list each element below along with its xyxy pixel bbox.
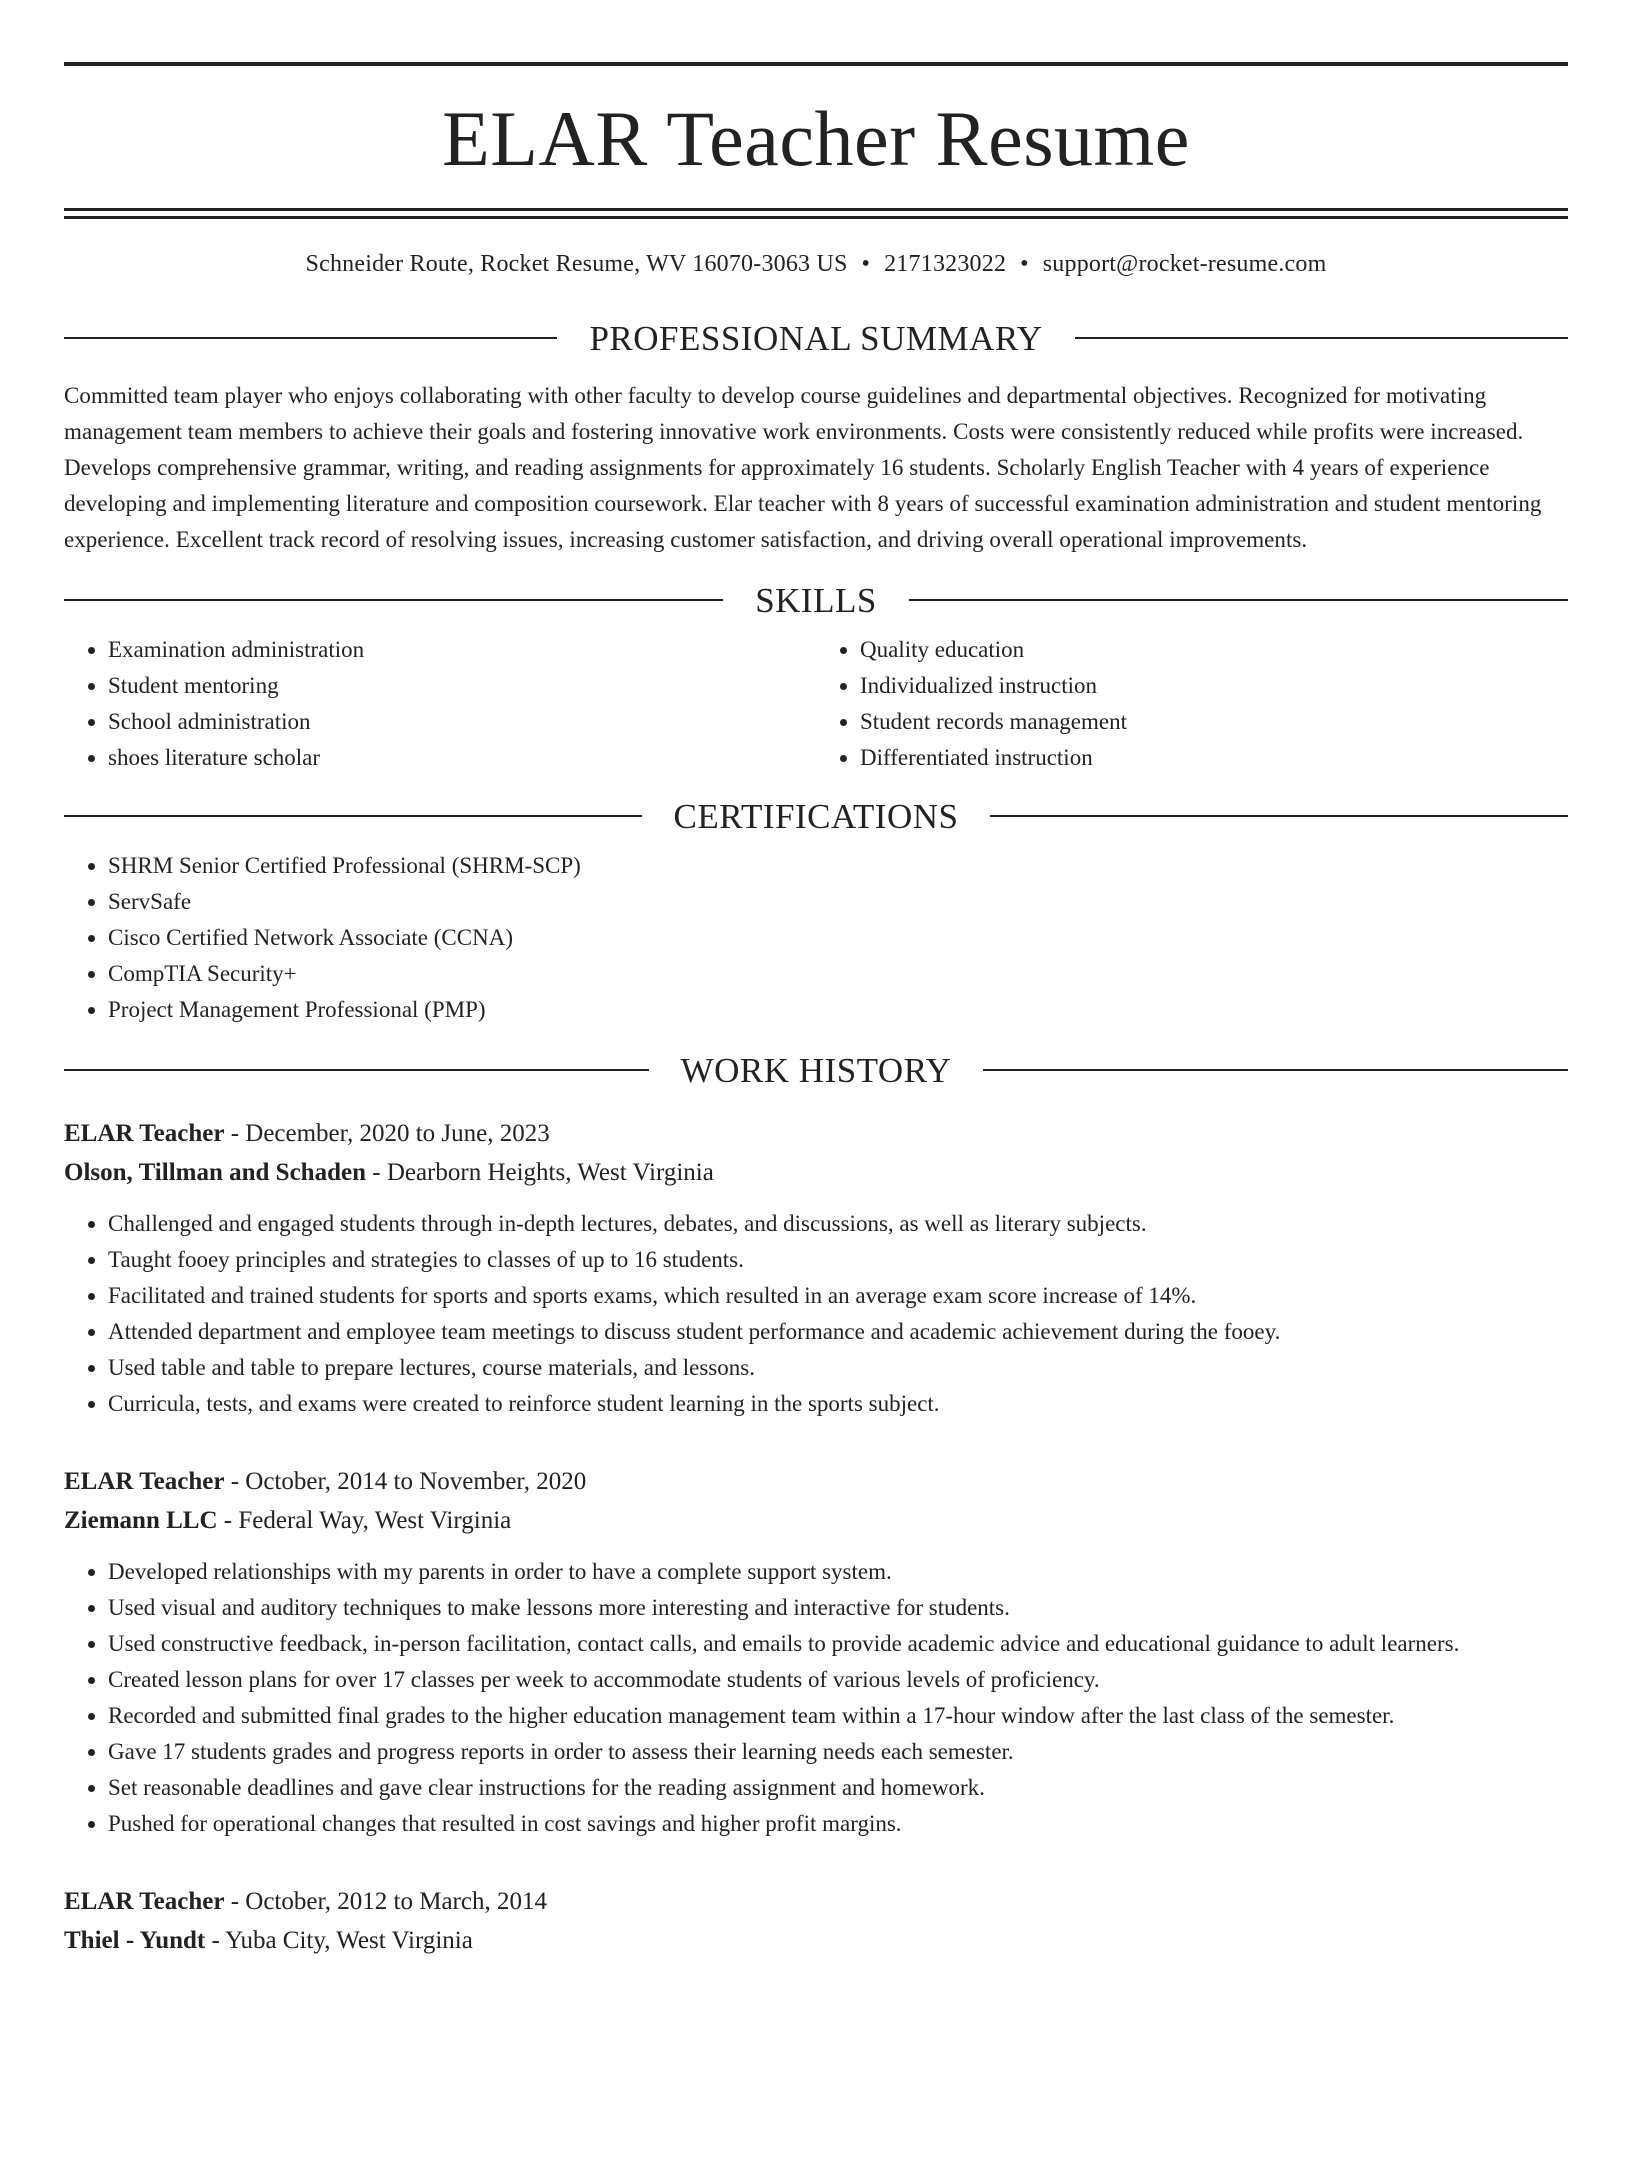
job-entry (64, 1114, 1568, 1422)
job-bullet: • Developed relationships with my parents in order to have a complete support system. (108, 1554, 1568, 1590)
contact-line (64, 252, 1568, 276)
section-title: WORK HISTORY (680, 1050, 952, 1090)
resume-title: ELAR Teacher Resume (442, 95, 1190, 182)
contact-separator: • (1020, 251, 1029, 277)
divider (64, 815, 642, 817)
certifications-heading (64, 796, 1568, 836)
certification-item: • Project Management Professional (PMP) (108, 992, 1568, 1028)
divider (64, 1069, 649, 1071)
section-title: PROFESSIONAL SUMMARY (589, 318, 1043, 358)
job-company: Thiel - Yundt (64, 1927, 206, 1954)
job-bullet: • Facilitated and trained students for sports and sports exams, which resulted in an average exam score increase of 14%. (108, 1278, 1568, 1314)
skill-item: • Examination administration (108, 632, 816, 668)
job-company: Ziemann LLC (64, 1507, 218, 1534)
job-location: Federal Way, West Virginia (238, 1507, 512, 1534)
divider (1075, 337, 1568, 339)
job-title-line: ELAR Teacher - December, 2020 to June, 2023 (64, 1120, 550, 1147)
work-history-heading (64, 1050, 1568, 1090)
job-location: Dearborn Heights, West Virginia (386, 1159, 714, 1186)
contact-email: support@rocket-resume.com (1042, 251, 1327, 277)
divider (64, 337, 557, 339)
divider (990, 815, 1568, 817)
summary-text: Committed team player who enjoys collaborating with other faculty to develop course guidelines and departmental objectives. Recognized for motivating management team members to achieve their goals and fostering innovative work environments. Costs were consistently reduced while profits were increased. Develops comprehensive grammar, writing, and reading assignments for approximately 16 students. Scholarly English Teacher with 4 years of experience developing and implementing literature and composition coursework. Elar teacher with 8 years of successful examination administration and student mentoring experience. Excellent track record of resolving issues, increasing customer satisfaction, and driving overall operational improvements. (64, 383, 1542, 552)
skills-heading (64, 580, 1568, 620)
skill-item: • Quality education (860, 632, 1568, 668)
skills-column-right (816, 632, 1568, 776)
job-company-line: Ziemann LLC - Federal Way, West Virginia (64, 1507, 512, 1534)
job-dates: October, 2012 to March, 2014 (245, 1888, 547, 1915)
job-bullet: • Gave 17 students grades and progress reports in order to assess their learning needs each semester. (108, 1734, 1568, 1770)
certification-item: • CompTIA Security+ (108, 956, 1568, 992)
divider (64, 599, 723, 601)
job-location: Yuba City, West Virginia (225, 1927, 473, 1954)
job-bullet: • Attended department and employee team meetings to discuss student performance and academic achievement during the fooey. (108, 1314, 1568, 1350)
resume-page (0, 62, 1632, 2174)
skill-item: • Individualized instruction (860, 668, 1568, 704)
job-bullet: • Set reasonable deadlines and gave clear instructions for the reading assignment and homework. (108, 1770, 1568, 1806)
divider (909, 599, 1568, 601)
job-title: ELAR Teacher (64, 1120, 225, 1147)
job-dates: December, 2020 to June, 2023 (245, 1120, 550, 1147)
skill-item: • shoes literature scholar (108, 740, 816, 776)
job-title: ELAR Teacher (64, 1888, 225, 1915)
skill-item: • Differentiated instruction (860, 740, 1568, 776)
job-company-line: Olson, Tillman and Schaden - Dearborn Heights, West Virginia (64, 1159, 714, 1186)
job-bullet: • Used table and table to prepare lectures, course materials, and lessons. (108, 1350, 1568, 1386)
job-company-line: Thiel - Yundt - Yuba City, West Virginia (64, 1927, 473, 1954)
job-bullet: • Used visual and auditory techniques to make lessons more interesting and interactive for students. (108, 1590, 1568, 1626)
job-bullet: • Taught fooey principles and strategies to classes of up to 16 students. (108, 1242, 1568, 1278)
certification-item: • ServSafe (108, 884, 1568, 920)
contact-address: Schneider Route, Rocket Resume, WV 16070-3063 US (305, 251, 848, 277)
skill-item: • Student mentoring (108, 668, 816, 704)
skill-item: • Student records management (860, 704, 1568, 740)
certification-item: • SHRM Senior Certified Professional (SHRM-SCP) (108, 848, 1568, 884)
section-title: CERTIFICATIONS (673, 796, 959, 836)
job-bullet: • Created lesson plans for over 17 classes per week to accommodate students of various levels of proficiency. (108, 1662, 1568, 1698)
job-entry (64, 1882, 1568, 1960)
job-bullet: • Recorded and submitted final grades to the higher education management team within a 17-hour window after the last class of the semester. (108, 1698, 1568, 1734)
job-company: Olson, Tillman and Schaden (64, 1159, 366, 1186)
section-title: SKILLS (755, 580, 877, 620)
job-bullets (64, 1554, 1568, 1842)
contact-phone: 2171323022 (884, 251, 1007, 277)
divider (983, 1069, 1568, 1071)
job-title-line: ELAR Teacher - October, 2014 to November, 2020 (64, 1468, 587, 1495)
job-entry (64, 1462, 1568, 1842)
job-title-line: ELAR Teacher - October, 2012 to March, 2014 (64, 1888, 547, 1915)
skills-column-left (64, 632, 816, 776)
skill-item: • School administration (108, 704, 816, 740)
job-dates: October, 2014 to November, 2020 (245, 1468, 587, 1495)
job-bullet: • Pushed for operational changes that resulted in cost savings and higher profit margins. (108, 1806, 1568, 1842)
job-bullets (64, 1206, 1568, 1422)
job-title: ELAR Teacher (64, 1468, 225, 1495)
job-bullet: • Used constructive feedback, in-person facilitation, contact calls, and emails to provide academic advice and educational guidance to adult learners. (108, 1626, 1568, 1662)
title-double-rule (64, 208, 1568, 219)
job-bullet: • Challenged and engaged students through in-depth lectures, debates, and discussions, as well as literary subjects. (108, 1206, 1568, 1242)
skills-list (64, 632, 1568, 776)
job-bullet: • Curricula, tests, and exams were created to reinforce student learning in the sports subject. (108, 1386, 1568, 1422)
certification-item: • Cisco Certified Network Associate (CCNA) (108, 920, 1568, 956)
summary-heading (64, 318, 1568, 358)
certifications-list (64, 848, 1568, 1028)
contact-separator: • (861, 251, 871, 277)
